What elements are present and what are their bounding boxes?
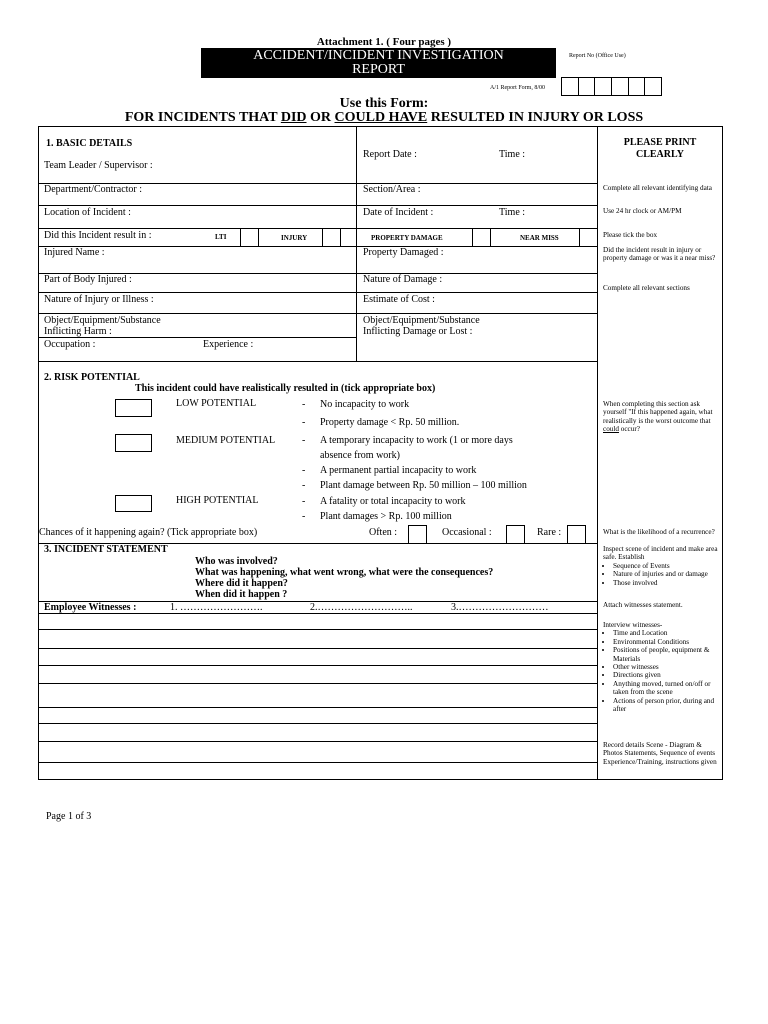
basic-mid-divider: [356, 126, 357, 361]
report-no-label: Report No (Office Use): [569, 53, 626, 59]
side-note-identify: Complete all relevant identifying data: [603, 184, 712, 192]
side-note-worst-outcome: When completing this section ask yourself "If this happened again, what realistically is the worst outcome that could occur?: [603, 400, 713, 434]
statement-line[interactable]: [38, 762, 597, 763]
low-criterion-1: No incapacity to work: [320, 399, 410, 410]
high-criterion-1: A fatality or total incapacity to work: [320, 496, 466, 507]
high-criterion-2: Plant damages > Rp. 100 million: [320, 511, 452, 522]
medium-potential-label: MEDIUM POTENTIAL: [176, 435, 276, 446]
injured-name-field[interactable]: Injured Name :: [44, 247, 105, 258]
option-property-damage: PROPERTY DAMAGE: [371, 234, 443, 242]
report-date-field[interactable]: Report Date :: [363, 149, 417, 160]
high-potential-checkbox[interactable]: [115, 495, 152, 512]
property-damaged-field[interactable]: Property Damaged :: [363, 247, 444, 258]
use-form-label: Use this Form:: [339, 96, 429, 111]
statement-line[interactable]: [38, 648, 597, 649]
chances-label: Chances of it happening again? (Tick appropriate box): [39, 527, 258, 538]
page-number: Page 1 of 3: [46, 811, 92, 822]
side-note-interview: Interview witnesses- • Time and Location • Environmental Conditions • Positions of people, equipment & Materials • Other witnesses • Directions given • Anything moved, turned on/off or taken from the scene • Actions of person prior, during and after: [603, 621, 721, 713]
rare-label: Rare :: [537, 527, 562, 538]
side-note-clock: Use 24 hr clock or AM/PM: [603, 207, 682, 215]
side-note-attach: Attach witnesses statement.: [603, 601, 683, 609]
witness-2-field[interactable]: 2.………………………..: [310, 602, 413, 613]
experience-field[interactable]: Experience :: [203, 339, 254, 350]
dash: -: [302, 480, 306, 491]
form-subtitle: FOR INCIDENTS THAT DID OR COULD HAVE RESULTED IN INJURY OR LOSS: [124, 110, 644, 125]
report-time-field[interactable]: Time :: [499, 149, 526, 160]
statement-line[interactable]: [38, 723, 597, 724]
side-note-inspect: Inspect scene of incident and make area safe. Establish • Sequence of Events • Nature of injuries and or damage • Those involved: [603, 545, 721, 587]
title-line-2: REPORT: [352, 62, 405, 77]
location-field[interactable]: Location of Incident :: [44, 207, 131, 218]
option-injury: INJURY: [281, 234, 308, 242]
please-print-line-2: CLEARLY: [636, 149, 684, 160]
dash: -: [302, 496, 306, 507]
report-no-boxes[interactable]: [561, 77, 662, 96]
medium-criterion-1: A temporary incapacity to work (1 or more days: [320, 435, 513, 446]
low-potential-label: LOW POTENTIAL: [176, 398, 257, 409]
risk-instruction: This incident could have realistically resulted in (tick appropriate box): [135, 383, 436, 394]
high-potential-label: HIGH POTENTIAL: [176, 495, 259, 506]
statement-line[interactable]: [38, 707, 597, 708]
incident-statement-heading: 3. INCIDENT STATEMENT: [44, 544, 168, 555]
please-print-line-1: PLEASE PRINT: [623, 137, 697, 148]
statement-line[interactable]: [38, 665, 597, 666]
injury-checkbox[interactable]: [322, 229, 340, 246]
title-line-1: ACCIDENT/INCIDENT INVESTIGATION: [253, 48, 504, 63]
dash: -: [302, 399, 306, 410]
low-potential-checkbox[interactable]: [115, 399, 152, 417]
statement-line[interactable]: [38, 629, 597, 630]
did-result-label: Did this Incident result in :: [44, 230, 152, 241]
witness-3-field[interactable]: 3.………………………: [451, 602, 549, 613]
question-what: What was happening, what went wrong, what were the consequences?: [195, 567, 494, 578]
risk-potential-heading: 2. RISK POTENTIAL: [44, 372, 140, 383]
side-note-complete: Complete all relevant sections: [603, 284, 690, 292]
near-miss-checkbox[interactable]: [579, 229, 597, 246]
medium-criterion-1b: absence from work): [320, 450, 400, 461]
side-column-divider: [597, 126, 598, 780]
rare-checkbox[interactable]: [567, 525, 586, 544]
team-leader-field[interactable]: Team Leader / Supervisor :: [44, 160, 153, 171]
medium-criterion-3: Plant damage between Rp. 50 million – 100 million: [320, 480, 527, 491]
lti-checkbox[interactable]: [240, 229, 258, 246]
occasional-label: Occasional :: [442, 527, 492, 538]
dash: -: [302, 465, 306, 476]
attachment-label: Attachment 1. ( Four pages ): [316, 36, 452, 48]
section-area-field[interactable]: Section/Area :: [363, 184, 421, 195]
side-note-record: Record details Scene - Diagram & Photos Statements, Sequence of events Experience/Training, instructions given: [603, 741, 717, 766]
often-checkbox[interactable]: [408, 525, 427, 544]
question-who: Who was involved?: [195, 556, 278, 567]
occupation-field[interactable]: Occupation :: [44, 339, 96, 350]
option-lti: LTI: [215, 233, 227, 241]
statement-line[interactable]: [38, 683, 597, 684]
object-damage-label-1: Object/Equipment/Substance: [363, 315, 480, 326]
often-label: Often :: [369, 527, 398, 538]
date-of-incident-field[interactable]: Date of Incident :: [363, 207, 434, 218]
occasional-checkbox[interactable]: [506, 525, 525, 544]
object-damage-field[interactable]: Inflicting Damage or Lost :: [363, 326, 473, 337]
low-criterion-2: Property damage < Rp. 50 million.: [320, 417, 460, 428]
dash: -: [302, 435, 306, 446]
medium-criterion-2: A permanent partial incapacity to work: [320, 465, 477, 476]
dash: -: [302, 417, 306, 428]
object-harm-label-1: Object/Equipment/Substance: [44, 315, 161, 326]
question-when: When did it happen ?: [195, 589, 288, 600]
department-field[interactable]: Department/Contractor :: [44, 184, 143, 195]
estimate-cost-field[interactable]: Estimate of Cost :: [363, 294, 435, 305]
title-banner: [201, 48, 556, 78]
employee-witnesses-label: Employee Witnesses :: [44, 602, 137, 613]
nature-of-damage-field[interactable]: Nature of Damage :: [363, 274, 443, 285]
side-note-likelihood: What is the likelihood of a recurrence?: [603, 528, 715, 536]
statement-line[interactable]: [38, 613, 597, 614]
option-near-miss: NEAR MISS: [520, 234, 559, 242]
part-of-body-field[interactable]: Part of Body Injured :: [44, 274, 132, 285]
witness-1-field[interactable]: 1. …………………….: [170, 602, 263, 613]
question-where: Where did it happen?: [195, 578, 288, 589]
nature-of-injury-field[interactable]: Nature of Injury or Illness :: [44, 294, 154, 305]
basic-details-heading: 1. BASIC DETAILS: [46, 138, 133, 149]
incident-time-field[interactable]: Time :: [499, 207, 526, 218]
object-harm-field[interactable]: Inflicting Harm :: [44, 326, 112, 337]
side-note-tick: Please tick the box: [603, 231, 658, 239]
side-note-result: Did the incident result in injury or property damage or was it a near miss?: [603, 246, 716, 263]
statement-line[interactable]: [38, 741, 597, 742]
medium-potential-checkbox[interactable]: [115, 434, 152, 452]
form-code: A/1 Report Form, 8/00: [490, 85, 545, 91]
property-damage-checkbox[interactable]: [472, 229, 490, 246]
dash: -: [302, 511, 306, 522]
